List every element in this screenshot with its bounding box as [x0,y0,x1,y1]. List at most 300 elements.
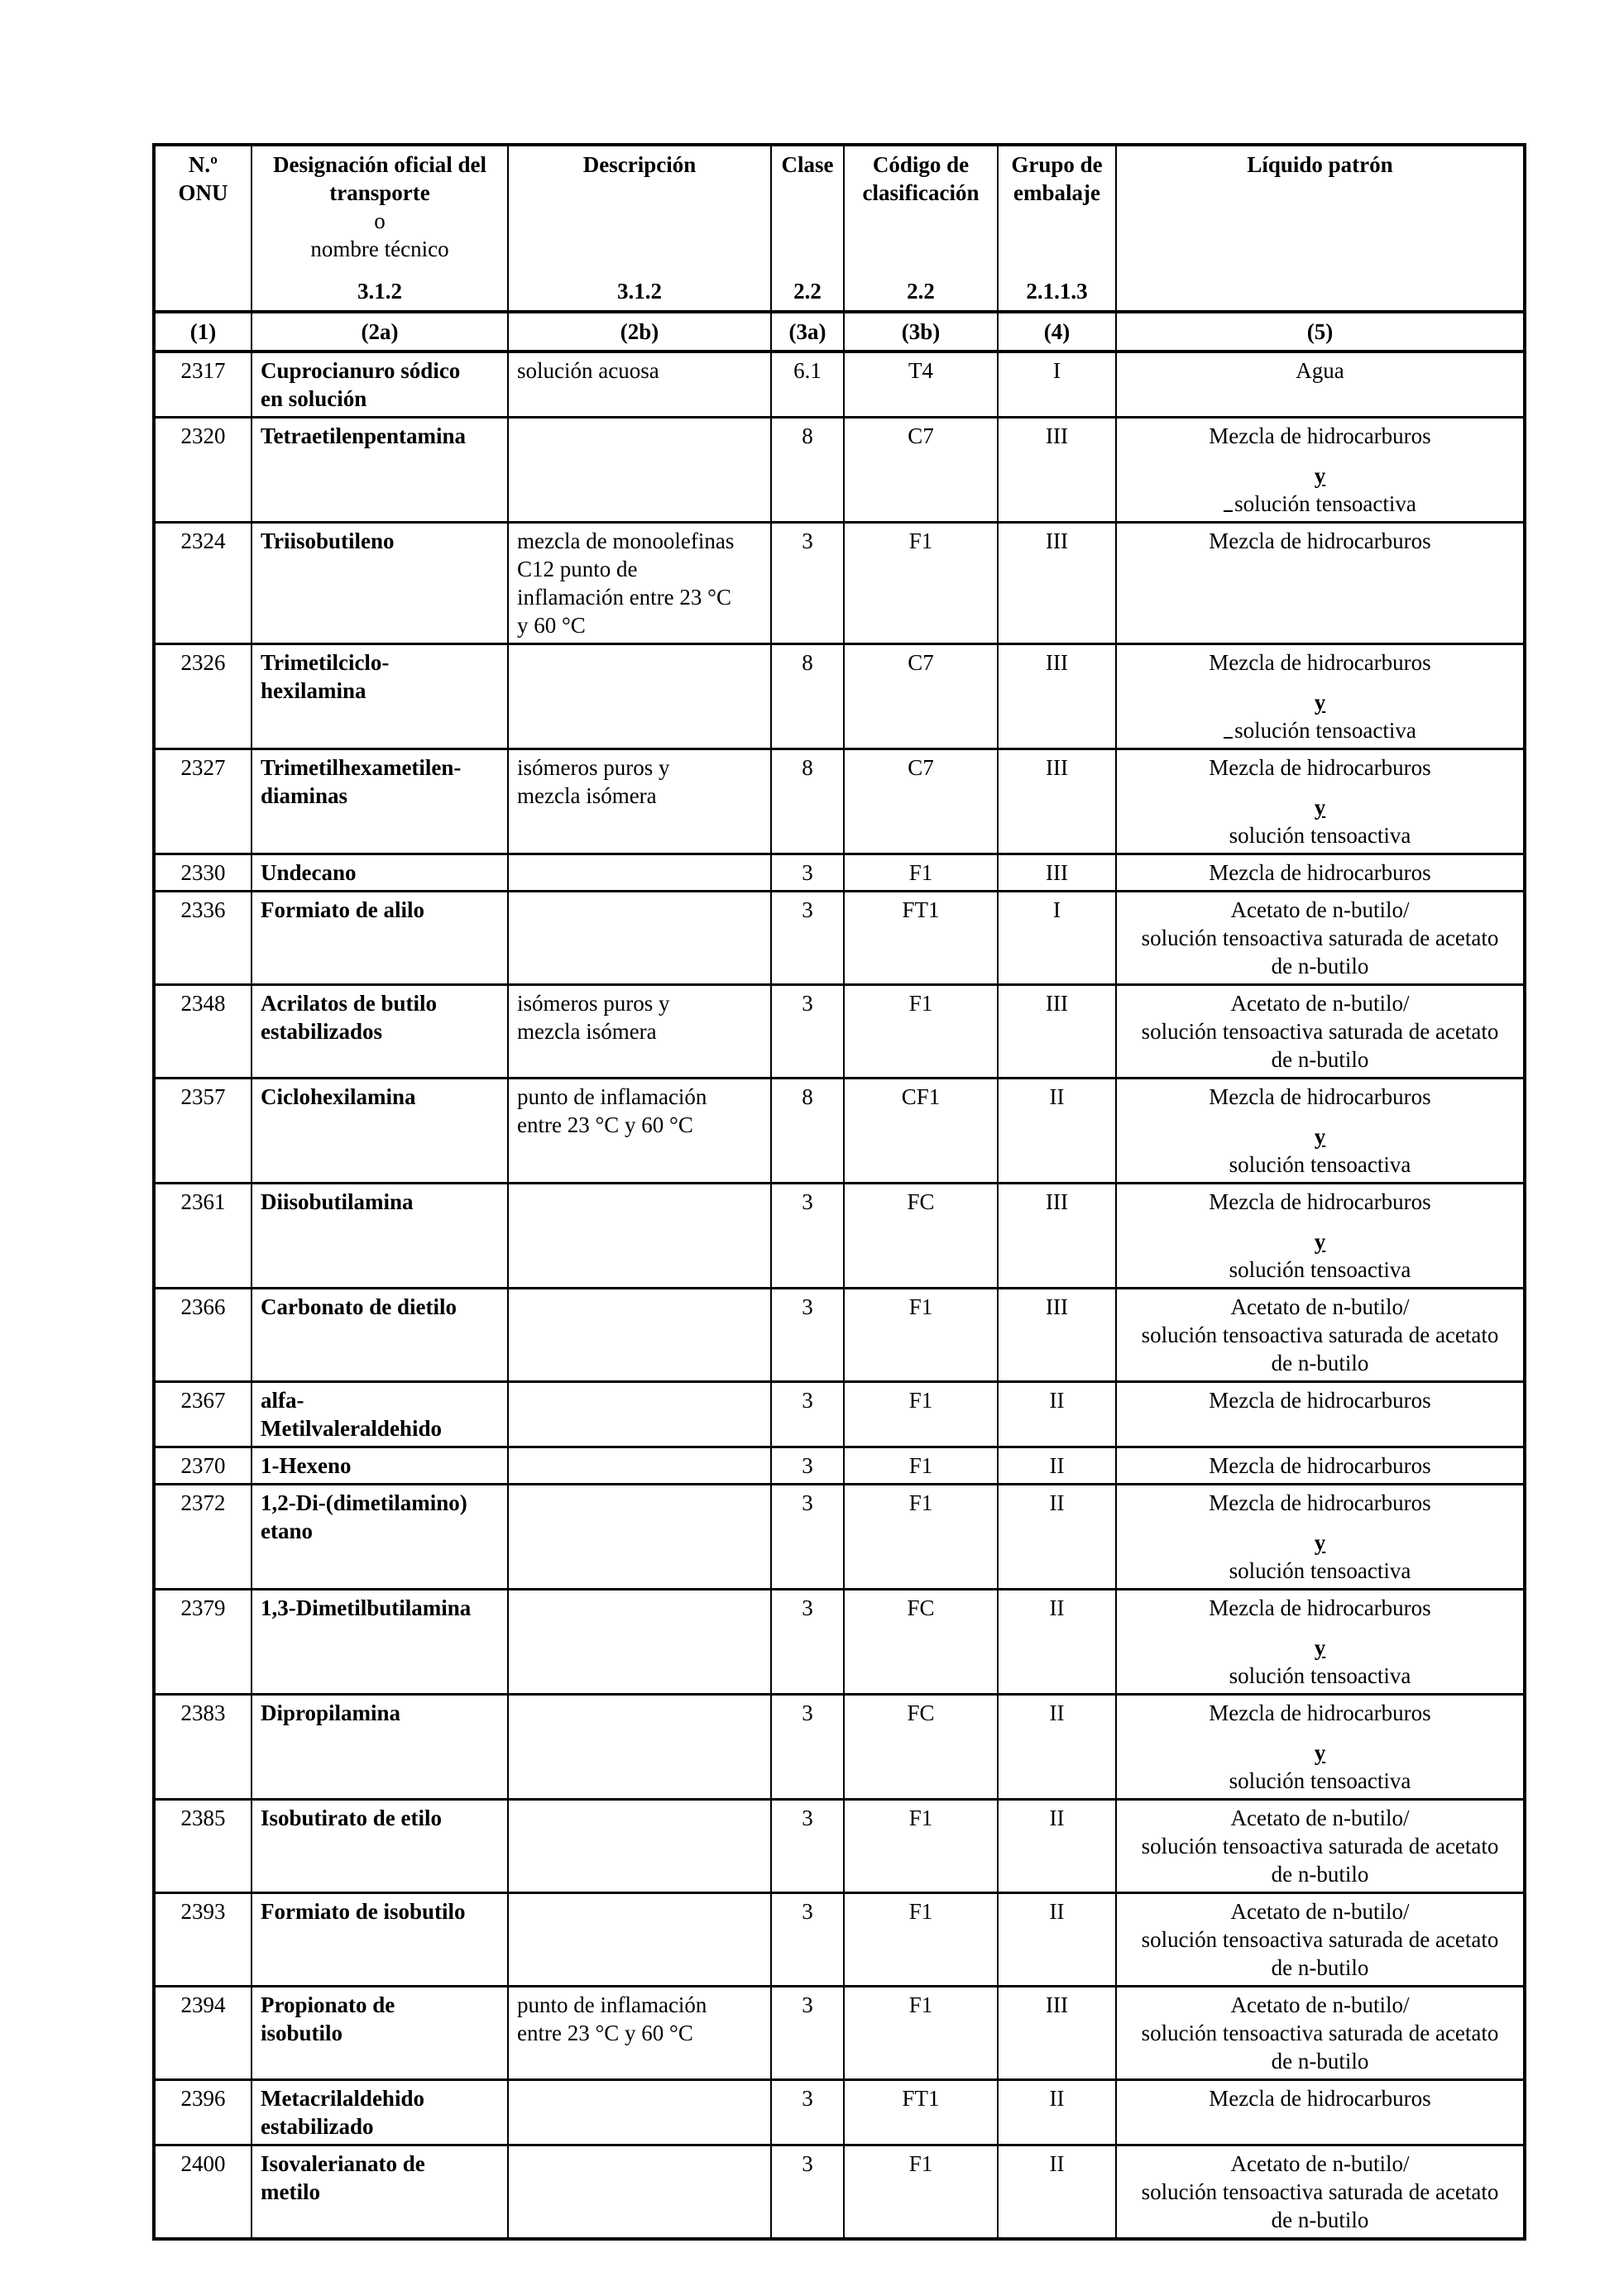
shipping-name-line: Carbonato de dietilo [261,1294,457,1319]
shipping-name-line: hexilamina [261,678,366,703]
standard-liquid-line [1123,2019,1516,2047]
table-row [154,523,1525,644]
shipping-name-line: Isovalerianato de [261,2151,425,2176]
cell-standard-liquid [1116,1800,1525,1893]
description-line: entre 23 °C y 60 °C [517,2021,693,2045]
cell-class: 8 [771,1079,844,1184]
cell-un-number: 2393 [154,1893,252,1987]
cell-packing-group: III [998,1987,1116,2080]
standard-liquid-text: Acetato de n-butilo/ [1230,1899,1410,1924]
cell-un-number: 2396 [154,2080,252,2145]
standard-liquid-line [1123,1804,1516,1832]
standard-liquid-line [1123,989,1516,1017]
cell-classification-code: F1 [844,1987,998,2080]
standard-liquid-line [1123,716,1516,744]
standard-liquid-line [1123,1386,1516,1414]
cell-description [508,2145,771,2240]
cell-packing-group: II [998,1590,1116,1695]
cell-description [508,1184,771,1289]
cell-un-number: 2379 [154,1590,252,1695]
cell-class: 3 [771,1447,844,1485]
shipping-name-line: Tetraetilenpentamina [261,423,466,448]
table-row [154,1184,1525,1289]
header-section-ref: 2.1.1.3 [1026,279,1088,304]
shipping-name-line: metilo [261,2179,320,2204]
description-line: punto de inflamación [517,1992,707,2017]
cell-proper-shipping-name [252,1987,508,2080]
standard-liquid-text: Agua [1296,358,1344,383]
table-row [154,1987,1525,2080]
shipping-name-line: 1-Hexeno [261,1453,352,1478]
cell-classification-code: FC [844,1184,998,1289]
description-line: C12 punto de [517,557,638,581]
table-row [154,1695,1525,1800]
cell-standard-liquid [1116,1382,1525,1447]
column-number: (3a) [771,312,844,352]
cell-class: 3 [771,1590,844,1695]
cell-packing-group: II [998,2080,1116,2145]
standard-liquid-text: Mezcla de hidrocarburos [1209,1189,1431,1214]
standard-liquid-text: y [1314,1530,1326,1555]
description-line: entre 23 °C y 60 °C [517,1112,693,1137]
cell-un-number: 2327 [154,749,252,854]
header-section-ref: 3.1.2 [617,279,662,304]
standard-liquid-text: Mezcla de hidrocarburos [1209,1700,1431,1725]
standard-liquid-line [1123,1188,1516,1216]
cell-proper-shipping-name [252,1695,508,1800]
cell-classification-code: F1 [844,1485,998,1590]
cell-packing-group: II [998,1079,1116,1184]
cell-un-number: 2367 [154,1382,252,1447]
shipping-name-line: Dipropilamina [261,1700,401,1725]
cell-proper-shipping-name [252,1289,508,1382]
standard-liquid-line [1123,490,1516,518]
standard-liquid-text: de n-butilo [1271,1351,1369,1375]
shipping-name-line: Formiato de isobutilo [261,1899,466,1924]
cell-standard-liquid [1116,644,1525,749]
table-row [154,1447,1525,1485]
header-col-designacion [252,145,508,312]
standard-liquid-text: solución tensoactiva saturada de acetato [1141,2021,1499,2045]
shipping-name-line: Trimetilciclo- [261,650,390,675]
cell-un-number: 2372 [154,1485,252,1590]
standard-liquid-text: solución tensoactiva saturada de acetato [1141,926,1499,950]
standard-liquid-line [1123,1045,1516,1074]
header-section-ref: 2.2 [793,279,822,304]
header-section-ref: 3.1.2 [357,279,402,304]
standard-liquid-and-connector [1123,793,1516,821]
cell-description [508,1893,771,1987]
header-col-grupo [998,145,1116,312]
standard-liquid-text: Mezcla de hidrocarburos [1209,529,1431,553]
standard-liquid-text: de n-butilo [1271,1862,1369,1887]
header-title-line: Líquido patrón [1247,152,1393,177]
standard-liquid-line [1123,1293,1516,1321]
cell-description [508,1447,771,1485]
standard-liquid-text: de n-butilo [1271,2208,1369,2232]
cell-class: 3 [771,1800,844,1893]
cell-packing-group: III [998,1184,1116,1289]
cell-class: 3 [771,2145,844,2240]
table-row [154,1590,1525,1695]
cell-packing-group: II [998,1447,1116,1485]
standard-liquid-text: solución tensoactiva saturada de acetato [1141,1323,1499,1347]
shipping-name-line: alfa- [261,1388,304,1413]
standard-liquid-text: y [1314,463,1326,488]
cell-description [508,2080,771,2145]
cell-packing-group: II [998,1893,1116,1987]
cell-description [508,1079,771,1184]
cell-packing-group: II [998,1800,1116,1893]
standard-liquid-text: Mezcla de hidrocarburos [1209,1388,1431,1413]
cell-description [508,418,771,523]
shipping-name-line: Trimetilhexametilen- [261,755,462,780]
shipping-name-line: 1,2-Di-(dimetilamino) [261,1490,467,1515]
standard-liquid-line [1123,1256,1516,1284]
cell-classification-code: C7 [844,749,998,854]
shipping-name-line: Triisobutileno [261,529,395,553]
cell-standard-liquid [1116,985,1525,1079]
cell-description [508,749,771,854]
header-col-liquido [1116,145,1525,312]
standard-liquid-line [1123,1452,1516,1480]
cell-packing-group: III [998,749,1116,854]
cell-packing-group: III [998,854,1116,892]
standard-liquid-text: solución tensoactiva [1229,1663,1411,1688]
shipping-name-line: Ciclohexilamina [261,1084,416,1109]
table-row [154,2080,1525,2145]
standard-liquid-line [1123,821,1516,849]
standard-liquid-and-connector [1123,1739,1516,1767]
shipping-name-line: Undecano [261,860,357,885]
cell-class: 3 [771,2080,844,2145]
shipping-name-line: Acrilatos de butilo [261,991,437,1016]
standard-liquid-text: solución tensoactiva [1229,1558,1411,1583]
description-line: mezcla de monoolefinas [517,529,735,553]
standard-liquid-text: Mezcla de hidrocarburos [1209,650,1431,675]
cell-class: 8 [771,418,844,523]
liquidos-patron-table [152,143,1526,2241]
standard-liquid-line [1123,753,1516,782]
header-title-line: Designación oficial del [273,152,486,177]
table-row [154,854,1525,892]
standard-liquid-text: y [1314,1740,1326,1765]
cell-packing-group: II [998,1382,1116,1447]
description-line: solución acuosa [517,358,659,383]
standard-liquid-line [1123,1699,1516,1727]
standard-liquid-line [1123,2047,1516,2075]
cell-class: 8 [771,644,844,749]
cell-class: 3 [771,1987,844,2080]
shipping-name-line: Cuprocianuro sódico [261,358,461,383]
standard-liquid-and-connector [1123,462,1516,490]
cell-standard-liquid [1116,2145,1525,2240]
shipping-name-line: Formiato de alilo [261,897,424,922]
standard-liquid-text: Acetato de n-butilo/ [1230,1294,1410,1319]
standard-liquid-text: Acetato de n-butilo/ [1230,897,1410,922]
header-title-line: transporte [329,180,430,205]
standard-liquid-text: solución tensoactiva [1229,1768,1411,1793]
cell-proper-shipping-name [252,1447,508,1485]
cell-proper-shipping-name [252,2080,508,2145]
standard-liquid-text: y [1314,1124,1326,1149]
cell-un-number: 2394 [154,1987,252,2080]
cell-description [508,1289,771,1382]
cell-standard-liquid [1116,1893,1525,1987]
cell-standard-liquid [1116,418,1525,523]
cell-description [508,644,771,749]
standard-liquid-line [1123,952,1516,980]
cell-class: 3 [771,985,844,1079]
standard-liquid-line [1123,1349,1516,1377]
cell-classification-code: F1 [844,1289,998,1382]
standard-liquid-text: y [1314,795,1326,820]
cell-proper-shipping-name [252,1079,508,1184]
description-line: isómeros puros y [517,991,670,1016]
shipping-name-line: diaminas [261,783,348,808]
standard-liquid-text: y [1314,1229,1326,1254]
cell-standard-liquid [1116,892,1525,985]
standard-liquid-line [1123,2206,1516,2234]
cell-standard-liquid [1116,1485,1525,1590]
cell-proper-shipping-name [252,523,508,644]
cell-classification-code: C7 [844,644,998,749]
cell-proper-shipping-name [252,892,508,985]
cell-proper-shipping-name [252,1184,508,1289]
cell-un-number: 2317 [154,352,252,418]
cell-classification-code: C7 [844,418,998,523]
standard-liquid-text: de n-butilo [1271,2049,1369,2074]
cell-proper-shipping-name [252,1893,508,1987]
standard-liquid-line [1123,1897,1516,1925]
cell-standard-liquid [1116,1079,1525,1184]
standard-liquid-line [1123,356,1516,385]
cell-proper-shipping-name [252,1590,508,1695]
table-row [154,1485,1525,1590]
cell-un-number: 2357 [154,1079,252,1184]
table-row [154,644,1525,749]
standard-liquid-line [1123,1321,1516,1349]
description-line: inflamación entre 23 °C [517,585,731,610]
header-col-descripcion [508,145,771,312]
cell-packing-group: I [998,892,1116,985]
header-title-line: ONU [178,180,228,205]
cell-classification-code: FC [844,1590,998,1695]
standard-liquid-line [1123,1489,1516,1517]
standard-liquid-text: Mezcla de hidrocarburos [1209,423,1431,448]
standard-liquid-line [1123,527,1516,555]
standard-liquid-text: solución tensoactiva [1229,823,1411,848]
standard-liquid-text: Mezcla de hidrocarburos [1209,860,1431,885]
standard-liquid-text: Mezcla de hidrocarburos [1209,1453,1431,1478]
table-row [154,1382,1525,1447]
standard-liquid-text: solución tensoactiva [1229,1152,1411,1177]
header-section-ref: 2.2 [907,279,935,304]
cell-packing-group: I [998,352,1116,418]
cell-classification-code: F1 [844,1382,998,1447]
standard-liquid-line [1123,1767,1516,1795]
header-subtitle-line: nombre técnico [310,237,449,261]
cell-classification-code: FT1 [844,2080,998,2145]
cell-un-number: 2366 [154,1289,252,1382]
cell-classification-code: F1 [844,854,998,892]
cell-un-number: 2330 [154,854,252,892]
standard-liquid-line [1123,2150,1516,2178]
standard-liquid-text: solución tensoactiva saturada de acetato [1141,1019,1499,1044]
cell-classification-code: F1 [844,1447,998,1485]
standard-liquid-line [1123,1150,1516,1179]
standard-liquid-line [1123,1083,1516,1111]
table-header-row [154,145,1525,312]
cell-class: 3 [771,1485,844,1590]
cell-packing-group: III [998,985,1116,1079]
standard-liquid-line [1123,2178,1516,2206]
description-line: mezcla isómera [517,1019,657,1044]
cell-packing-group: III [998,418,1116,523]
column-number: (2b) [508,312,771,352]
standard-liquid-text: y [1314,1635,1326,1660]
cell-un-number: 2324 [154,523,252,644]
cell-packing-group: III [998,644,1116,749]
standard-liquid-text: solución tensoactiva [1234,491,1416,516]
table-row [154,1289,1525,1382]
shipping-name-line: isobutilo [261,2021,343,2045]
shipping-name-line: 1,3-Dimetilbutilamina [261,1595,472,1620]
cell-un-number: 2400 [154,2145,252,2240]
standard-liquid-line [1123,2084,1516,2112]
standard-liquid-and-connector [1123,1528,1516,1557]
standard-liquid-line [1123,1832,1516,1860]
standard-liquid-line [1123,1925,1516,1954]
description-line: mezcla isómera [517,783,657,808]
standard-liquid-line [1123,422,1516,450]
cell-standard-liquid [1116,1987,1525,2080]
standard-liquid-line [1123,924,1516,952]
cell-packing-group: II [998,1485,1116,1590]
cell-description [508,1987,771,2080]
standard-liquid-line [1123,648,1516,677]
cell-class: 3 [771,892,844,985]
cell-description [508,892,771,985]
header-title-line: N.º [188,152,218,177]
shipping-name-line: Propionato de [261,1992,395,2017]
table-row [154,1800,1525,1893]
cell-packing-group: III [998,1289,1116,1382]
standard-liquid-text: Acetato de n-butilo/ [1230,2151,1410,2176]
cell-standard-liquid [1116,352,1525,418]
cell-un-number: 2383 [154,1695,252,1800]
standard-liquid-text: Acetato de n-butilo/ [1230,991,1410,1016]
column-number: (1) [154,312,252,352]
table-row [154,2145,1525,2240]
cell-standard-liquid [1116,1590,1525,1695]
header-title-line: embalaje [1013,180,1100,205]
standard-liquid-line [1123,896,1516,924]
cell-classification-code: F1 [844,2145,998,2240]
header-title-line: Clase [781,152,834,177]
cell-standard-liquid [1116,749,1525,854]
cell-un-number: 2385 [154,1800,252,1893]
cell-standard-liquid [1116,1447,1525,1485]
header-col-codigo [844,145,998,312]
standard-liquid-text: y [1314,690,1326,715]
description-line: isómeros puros y [517,755,670,780]
header-subtitle-line: o [374,208,386,233]
cell-standard-liquid [1116,1695,1525,1800]
cell-un-number: 2320 [154,418,252,523]
header-col-clase [771,145,844,312]
cell-proper-shipping-name [252,644,508,749]
cell-proper-shipping-name [252,2145,508,2240]
cell-proper-shipping-name [252,985,508,1079]
cell-class: 3 [771,1695,844,1800]
cell-standard-liquid [1116,2080,1525,2145]
cell-proper-shipping-name [252,1382,508,1447]
column-number: (5) [1116,312,1525,352]
column-number: (3b) [844,312,998,352]
cell-standard-liquid [1116,1289,1525,1382]
cell-description [508,352,771,418]
table-row [154,985,1525,1079]
cell-un-number: 2336 [154,892,252,985]
cell-standard-liquid [1116,523,1525,644]
header-title-line: Descripción [582,152,697,177]
standard-liquid-line [1123,1991,1516,2019]
standard-liquid-text: solución tensoactiva saturada de acetato [1141,1927,1499,1952]
standard-liquid-text: solución tensoactiva [1229,1257,1411,1282]
cell-packing-group: III [998,523,1116,644]
standard-liquid-text: Mezcla de hidrocarburos [1209,1084,1431,1109]
cell-class: 3 [771,1382,844,1447]
shipping-name-line: etano [261,1519,313,1543]
cell-class: 8 [771,749,844,854]
cell-classification-code: F1 [844,1893,998,1987]
header-title-line: clasificación [862,180,980,205]
cell-description [508,1800,771,1893]
standard-liquid-text: Mezcla de hidrocarburos [1209,1490,1431,1515]
cell-standard-liquid [1116,854,1525,892]
header-title-line: Grupo de [1011,152,1103,177]
standard-liquid-text: de n-butilo [1271,954,1369,978]
cell-description [508,523,771,644]
shipping-name-line: estabilizados [261,1019,383,1044]
standard-liquid-line [1123,1954,1516,1982]
table-row [154,749,1525,854]
header-title-line: Código de [872,152,970,177]
standard-liquid-text: Acetato de n-butilo/ [1230,1992,1410,2017]
cell-un-number: 2361 [154,1184,252,1289]
standard-liquid-text: solución tensoactiva [1234,718,1416,743]
table-row [154,1079,1525,1184]
standard-liquid-text: Mezcla de hidrocarburos [1209,2086,1431,2111]
cell-class: 3 [771,1184,844,1289]
cell-proper-shipping-name [252,1800,508,1893]
standard-liquid-and-connector [1123,1227,1516,1256]
table-row [154,1893,1525,1987]
cell-un-number: 2326 [154,644,252,749]
cell-class: 3 [771,854,844,892]
underscore-mark [1224,510,1233,512]
cell-description [508,985,771,1079]
standard-liquid-text: Mezcla de hidrocarburos [1209,1595,1431,1620]
shipping-name-line: en solución [261,386,367,411]
cell-class: 6.1 [771,352,844,418]
cell-classification-code: F1 [844,1800,998,1893]
standard-liquid-text: Acetato de n-butilo/ [1230,1806,1410,1830]
cell-classification-code: FC [844,1695,998,1800]
cell-classification-code: CF1 [844,1079,998,1184]
cell-proper-shipping-name [252,749,508,854]
